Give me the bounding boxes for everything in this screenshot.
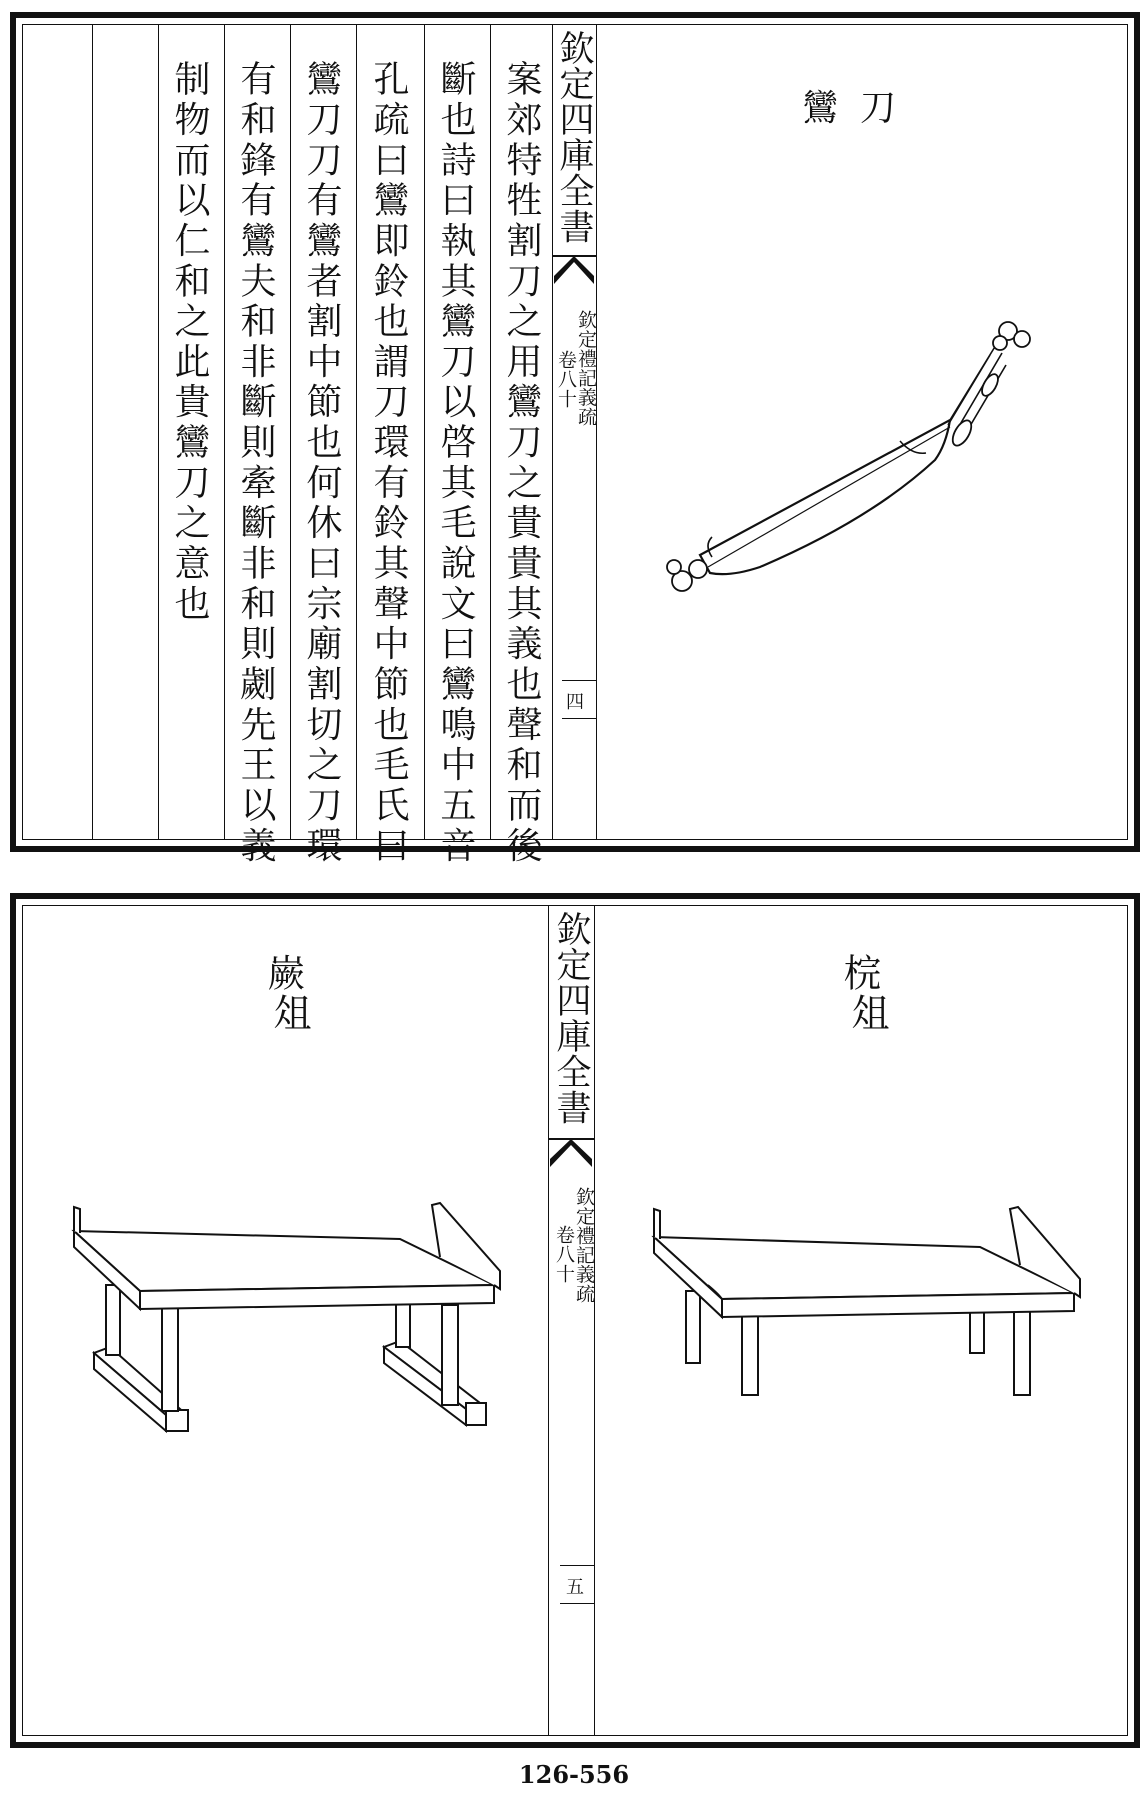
left-figure-title-bottom: 俎 <box>267 993 311 1035</box>
bottom-spine-subtitle-1: 欽定禮記義疏 <box>573 1187 595 1304</box>
offering-table-footed-legs-icon <box>70 1205 510 1505</box>
left-figure-title-top: 嶡 <box>261 953 305 995</box>
bottom-spine-num-top-rule <box>560 1565 594 1566</box>
bottom-spine-fishtail-icon <box>548 1137 594 1171</box>
bottom-spine-title: 欽定四庫全書 <box>551 911 591 1126</box>
top-spine-subtitle-1: 欽定禮記義疏 <box>575 310 597 427</box>
top-spine-subtitle-2: 卷八十 <box>555 350 577 409</box>
top-col-rule-7 <box>92 24 93 840</box>
top-text-column-6: 制物而以仁和之此貴鸞刀之意也 <box>169 60 210 625</box>
footer-page-reference: 126-556 <box>518 1760 630 1789</box>
top-col-rule-6 <box>158 24 159 840</box>
right-figure-title-bottom: 俎 <box>845 993 889 1035</box>
bottom-page <box>0 885 1148 1755</box>
top-text-column-2: 斷也詩曰執其鸞刀以啓其毛說文曰鸞鳴中五音 <box>435 60 476 867</box>
top-spine-num-top-rule <box>562 680 596 681</box>
top-col-rule-4 <box>290 24 291 840</box>
top-spine-num-bottom-rule <box>562 718 596 719</box>
top-col-rule-5 <box>224 24 225 840</box>
offering-table-plain-legs-icon <box>650 1205 1090 1485</box>
bottom-spine-right-rule <box>594 905 595 1736</box>
bottom-spine-page-num: 五 <box>566 1577 584 1598</box>
top-spine-left-rule <box>552 24 553 840</box>
top-text-column-4: 鸞刀刀有鸞者割中節也何休曰宗廟割切之刀環 <box>301 60 342 867</box>
top-spine-fishtail-icon <box>552 254 596 288</box>
top-col-rule-2 <box>424 24 425 840</box>
top-text-column-1: 案郊特牲割刀之用鸞刀之貴貴其義也聲和而後 <box>501 60 542 867</box>
bottom-spine-num-bottom-rule <box>560 1603 594 1604</box>
bottom-spine-subtitle-2: 卷八十 <box>553 1225 575 1284</box>
top-page <box>0 0 1148 867</box>
sword-illustration-icon <box>650 305 1050 635</box>
top-spine-page-num: 四 <box>566 692 584 713</box>
top-col-rule-1 <box>490 24 491 840</box>
top-text-column-3: 孔疏曰鸞即鈴也謂刀環有鈴其聲中節也毛氏曰 <box>368 60 409 867</box>
top-text-column-5: 有和鋒有鸞夫和非斷則牽斷非和則劌先王以義 <box>235 60 276 867</box>
right-figure-title-top: 梡 <box>837 953 881 995</box>
top-col-rule-3 <box>356 24 357 840</box>
top-spine-right-rule <box>596 24 597 840</box>
bottom-spine-left-rule <box>548 905 549 1736</box>
top-figure-title: 鸞刀 <box>802 88 918 129</box>
top-spine-title: 欽定四庫全書 <box>554 30 594 245</box>
